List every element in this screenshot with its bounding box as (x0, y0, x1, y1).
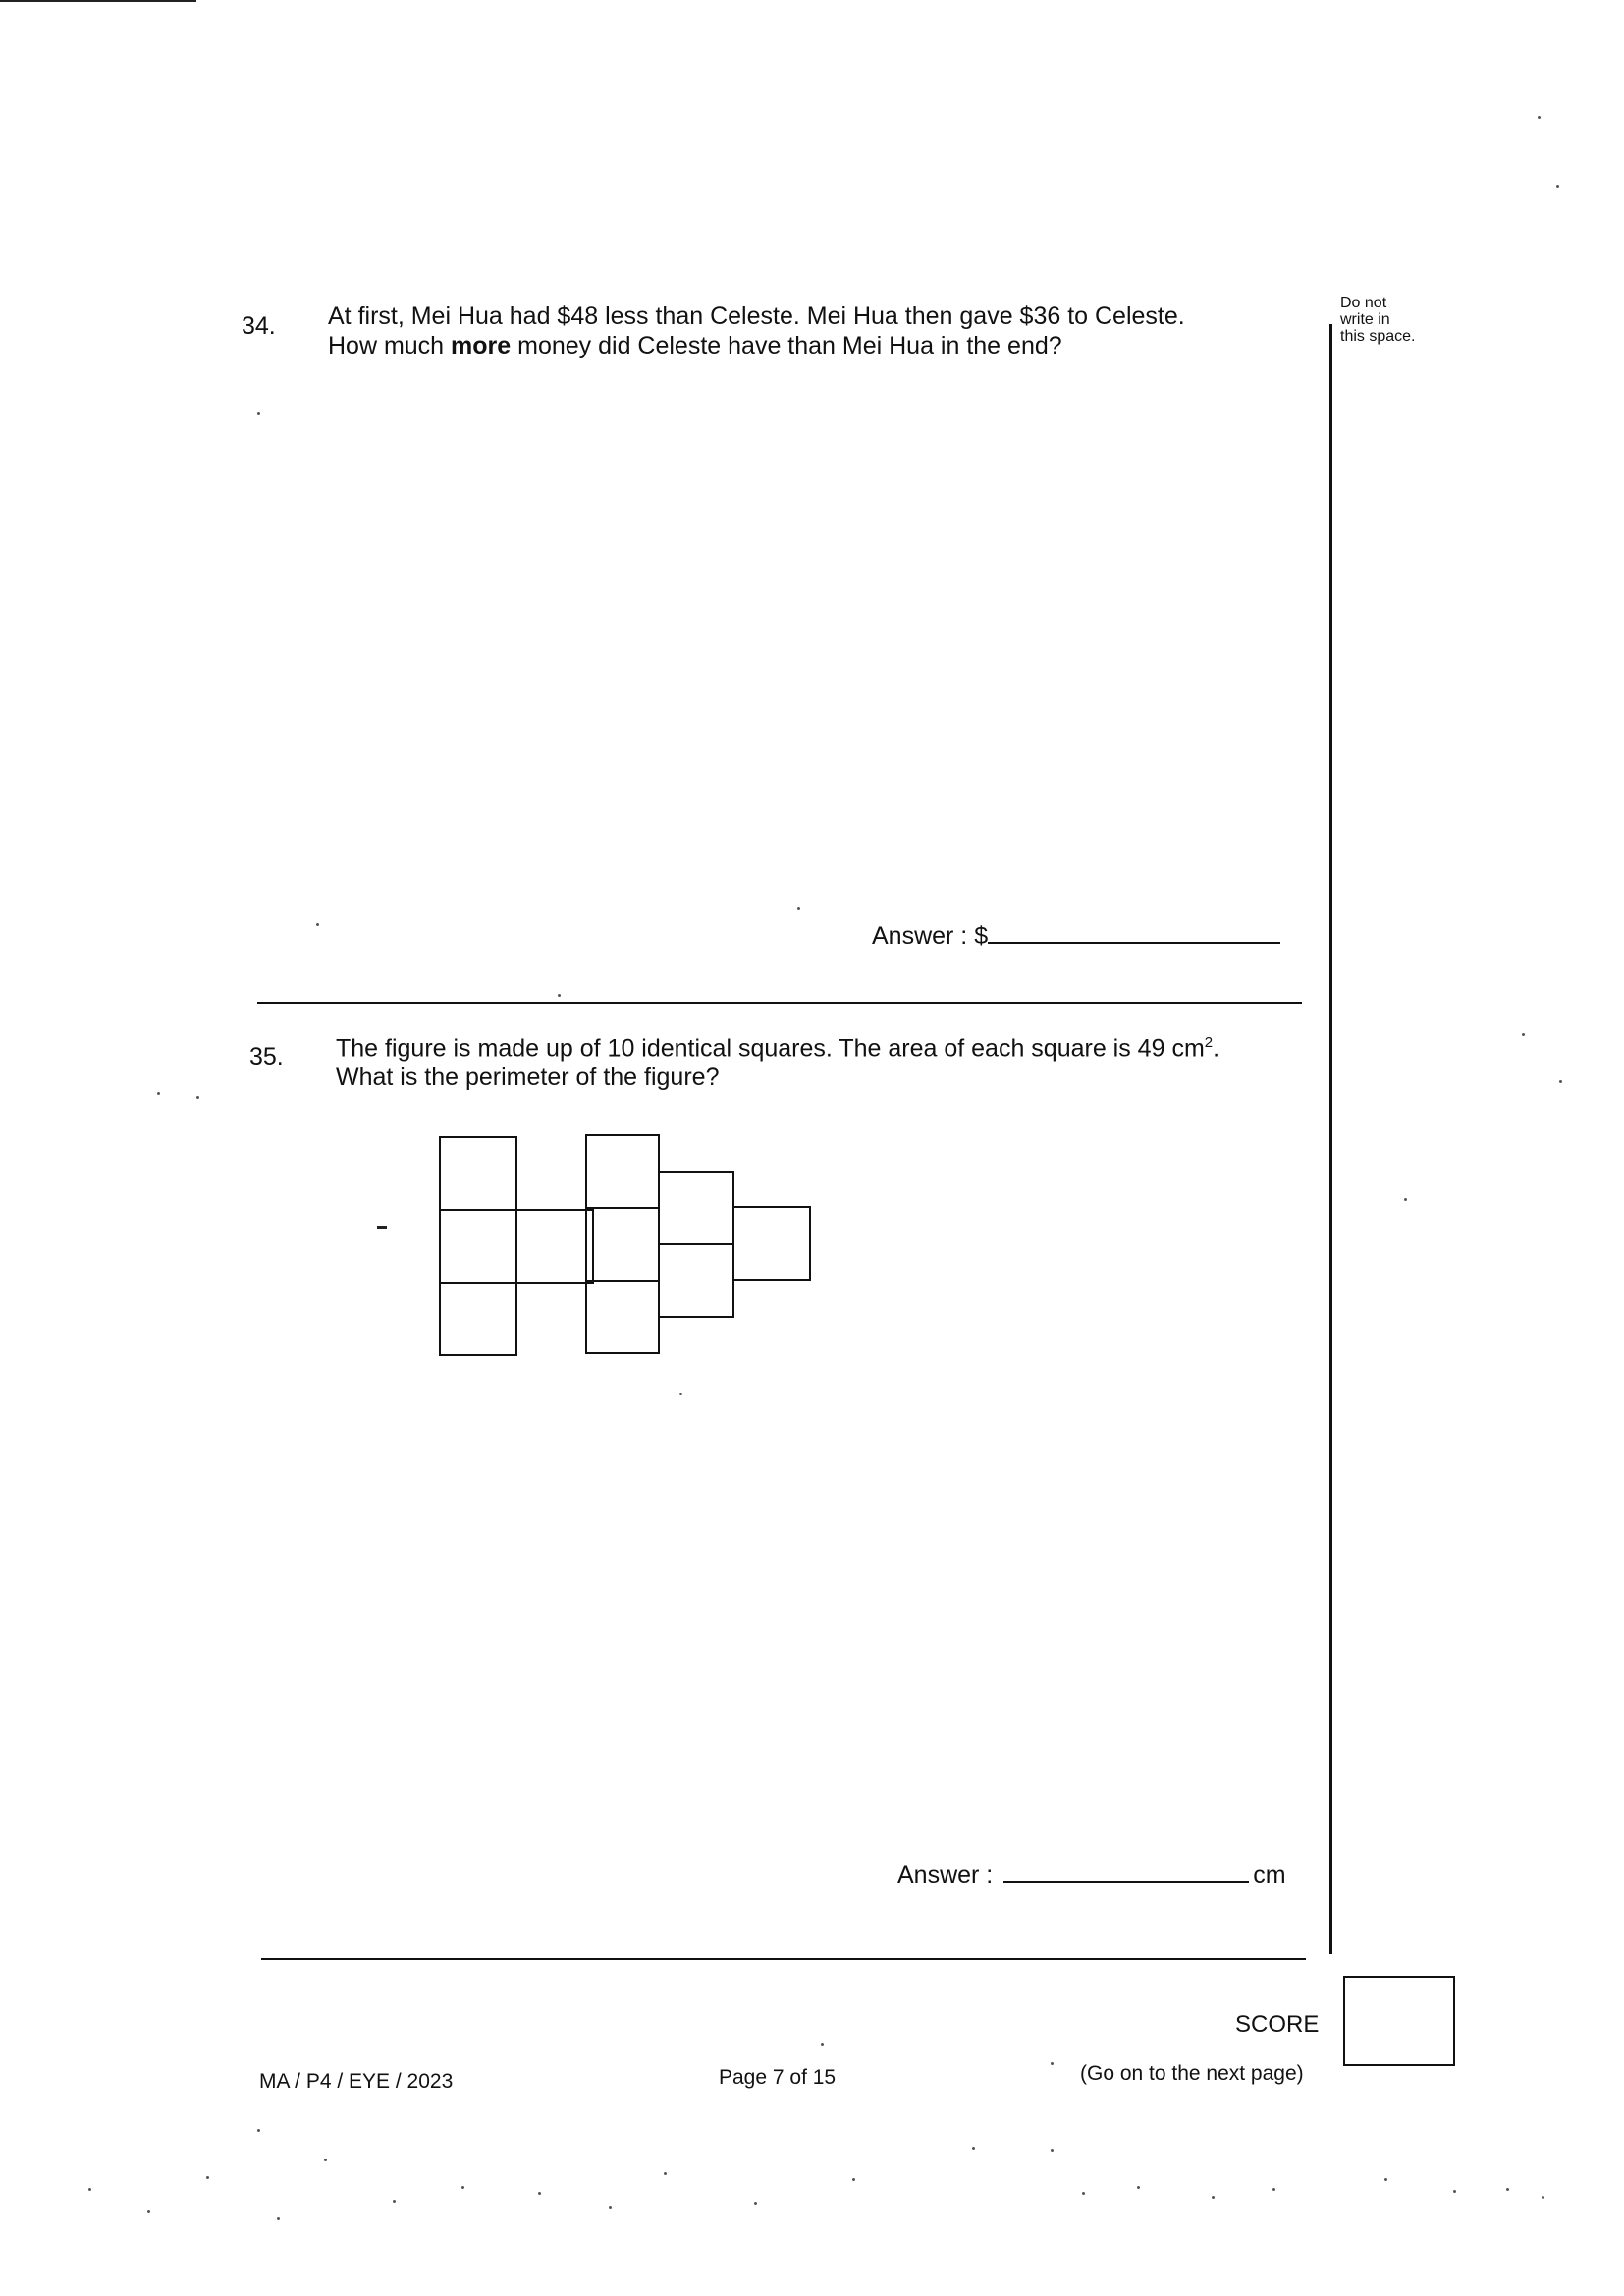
paper-code: MA / P4 / EYE / 2023 (259, 2070, 454, 2093)
answer-field (897, 1859, 1286, 1889)
scan-speck (1556, 185, 1559, 188)
scan-speck (1051, 2062, 1054, 2065)
scan-speck (754, 2202, 757, 2205)
question-text-part: money did Celeste have than Mei Hua in the end? (511, 332, 1062, 359)
answer-unit: cm (1253, 1861, 1286, 1888)
scan-speck (1272, 2188, 1275, 2191)
answer-field (872, 920, 1280, 951)
scan-speck (972, 2147, 975, 2150)
scan-speck (538, 2192, 541, 2195)
figure-square (585, 1280, 660, 1354)
scan-speck (1384, 2178, 1387, 2181)
scan-speck (196, 1096, 199, 1099)
emphasis-text: more (451, 332, 512, 359)
figure-square (658, 1171, 734, 1245)
scan-speck (324, 2159, 327, 2161)
scan-speck (316, 923, 319, 926)
figure-square (585, 1134, 660, 1209)
scan-speck (1542, 2196, 1544, 2199)
scan-speck (461, 2186, 464, 2189)
scan-speck (664, 2172, 667, 2175)
scan-speck (1212, 2196, 1215, 2199)
scan-speck (609, 2206, 612, 2209)
question-text-part: How much (328, 332, 452, 359)
answer-label: Answer : $ (872, 922, 989, 950)
scan-speck (88, 2188, 91, 2191)
scan-speck (1559, 1080, 1562, 1083)
question-number: 34. (242, 312, 276, 340)
score-box[interactable] (1343, 1976, 1455, 2066)
scan-speck (1522, 1033, 1525, 1036)
margin-note-line: write in (1340, 311, 1390, 328)
figure-square (439, 1209, 517, 1284)
figure-square (585, 1207, 660, 1282)
page-number: Page 7 of 15 (719, 2066, 837, 2089)
scan-speck (257, 412, 260, 415)
scan-speck (1051, 2149, 1054, 2152)
scan-mark (0, 0, 196, 2)
figure-square (439, 1136, 517, 1211)
section-divider (261, 1958, 1306, 1960)
scan-speck (147, 2210, 150, 2213)
scan-speck (1404, 1198, 1407, 1201)
section-divider (257, 1002, 1302, 1004)
question-line (336, 1028, 1219, 1063)
scan-speck (797, 907, 800, 910)
question-text-part: The figure is made up of 10 identical squares. The area of each square is 49 cm (336, 1034, 1205, 1063)
scan-speck (679, 1393, 682, 1395)
scan-speck (821, 2043, 824, 2046)
scan-speck (1506, 2188, 1509, 2191)
question-line (328, 331, 1185, 360)
scan-speck (558, 994, 561, 997)
scan-speck (257, 2129, 260, 2132)
question-line: At first, Mei Hua had $48 less than Celeste. Mei Hua then gave $36 to Celeste. (328, 302, 1185, 330)
question-line: What is the perimeter of the figure? (336, 1064, 720, 1092)
scan-speck (277, 2217, 280, 2220)
scan-speck (393, 2200, 396, 2203)
figure-square (515, 1209, 594, 1284)
question-text-part: . (1213, 1034, 1220, 1063)
scan-speck (157, 1092, 160, 1095)
superscript: 2 (1204, 1034, 1214, 1051)
question-number: 35. (249, 1043, 284, 1070)
answer-label: Answer : (897, 1861, 994, 1888)
margin-note (1340, 295, 1415, 345)
scan-speck (1538, 116, 1541, 119)
next-page-note: (Go on to the next page) (1080, 2062, 1304, 2085)
figure-square (658, 1243, 734, 1318)
answer-blank[interactable] (1003, 1859, 1249, 1883)
figure-square (732, 1206, 811, 1281)
stray-mark (377, 1226, 387, 1229)
scan-speck (852, 2178, 855, 2181)
figure-square (439, 1282, 517, 1356)
answer-blank[interactable] (988, 920, 1280, 944)
margin-note-line: Do not (1340, 295, 1387, 311)
question-text (328, 301, 1185, 360)
scan-speck (206, 2176, 209, 2179)
score-label: SCORE (1235, 2011, 1320, 2038)
margin-divider (1329, 324, 1332, 1954)
margin-note-line: this space. (1340, 328, 1416, 345)
scan-speck (1453, 2190, 1456, 2193)
scan-speck (1137, 2186, 1140, 2189)
question-text (336, 1028, 1219, 1092)
scan-speck (1082, 2192, 1085, 2195)
